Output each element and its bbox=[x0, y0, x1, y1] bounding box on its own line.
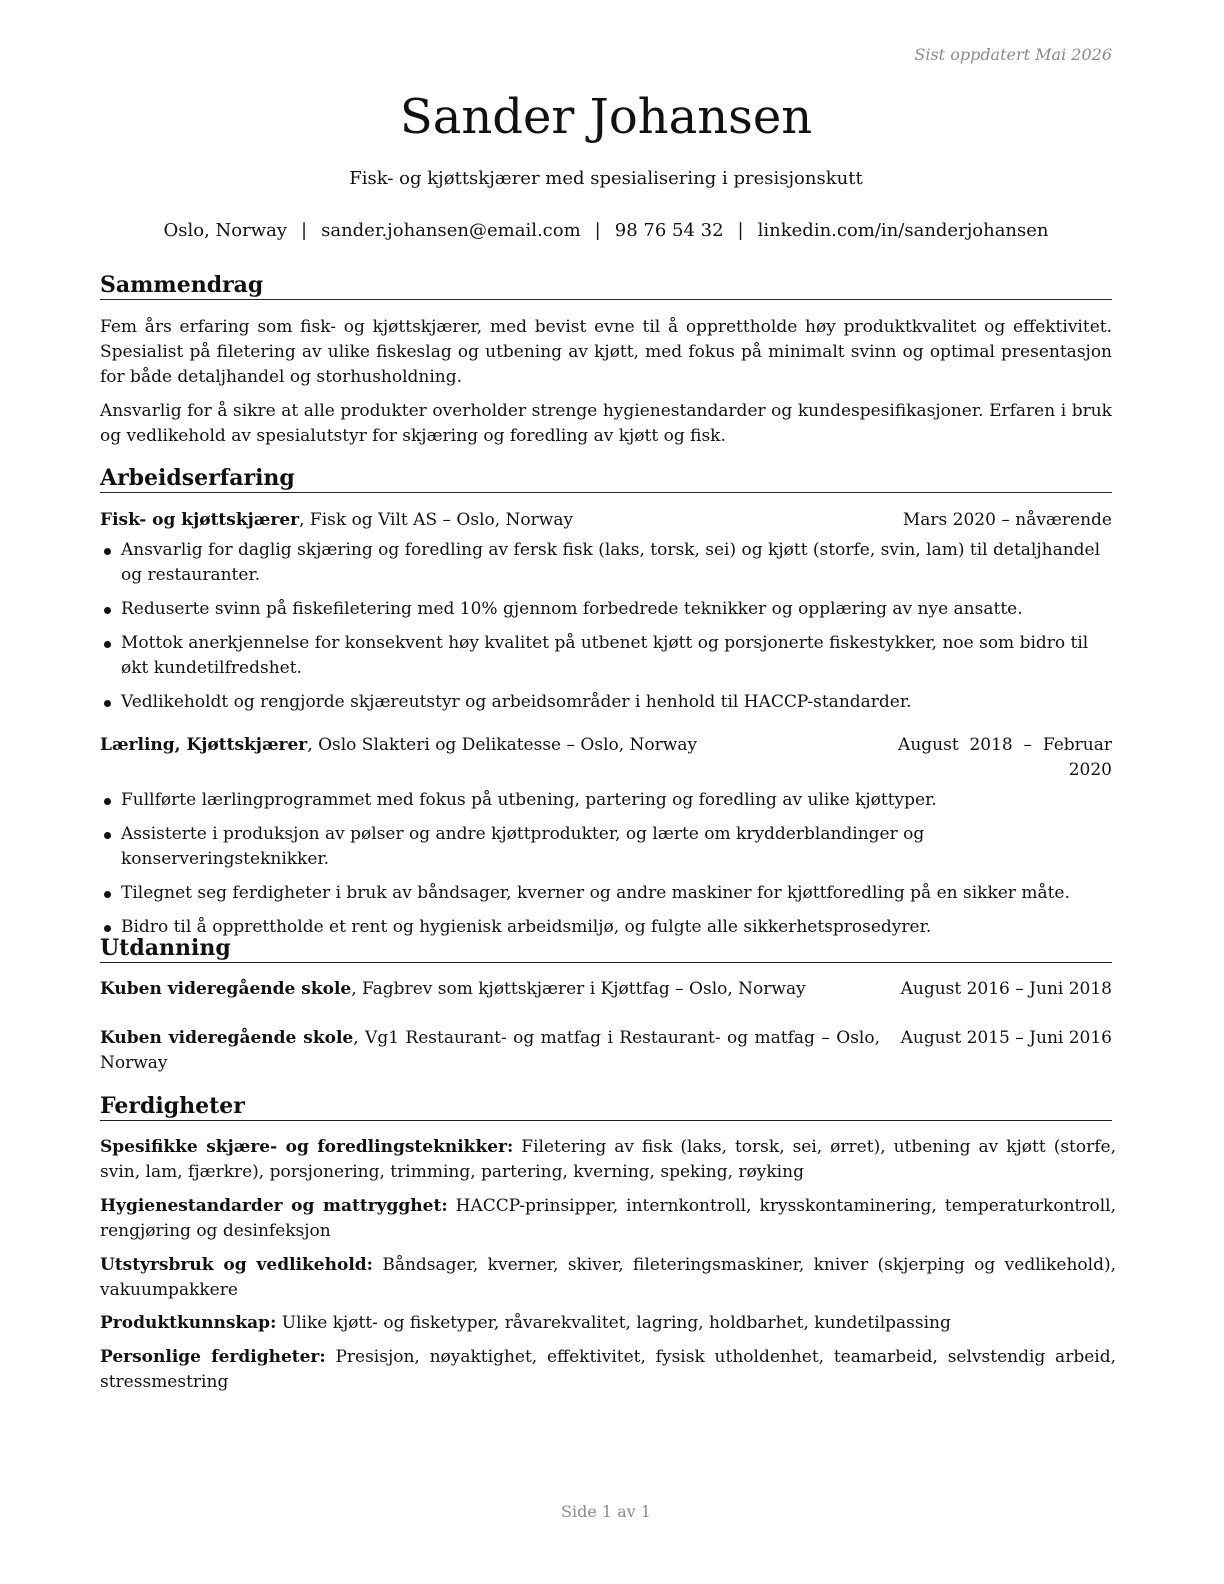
list-item: Mottok anerkjennelse for konsekvent høy kvalitet på utbenet kjøtt og porsjonerte fiskestykker, noe som bidro til økt kundetilfredshet. bbox=[100, 631, 1116, 681]
bullet-icon bbox=[104, 548, 111, 555]
bullet-icon bbox=[104, 607, 111, 614]
summary-paragraph: Ansvarlig for å sikre at alle produkter overholder strenge hygienestandarder og kundespesifikasjoner. Erfaren i bruk og vedlikehold av spesialutstyr for skjæring og foredling av kjøtt og fisk. bbox=[100, 401, 1112, 446]
bullet-icon bbox=[104, 832, 111, 839]
bullet-icon bbox=[104, 798, 111, 805]
section-heading-education: Utdanning bbox=[100, 935, 1112, 963]
job-role bbox=[100, 508, 573, 533]
skill-label: Hygienestandarder og mattrygghet: bbox=[100, 1196, 448, 1216]
headline: Fisk- og kjøttskjærer med spesialisering i presisjonskutt bbox=[349, 168, 863, 189]
summary-paragraph: Fem års erfaring som fisk- og kjøttskjærer, med bevist evne til å opprettholde høy produktkvalitet og effektivitet. Spesialist på filetering av ulike fiskeslag og utbening av kjøtt, med fokus på minimalt svinn og optimal presentasjon for både detaljhandel og storhusholdning. bbox=[100, 317, 1112, 387]
bullet-icon bbox=[104, 925, 111, 932]
job-title: Fisk- og kjøttskjærer bbox=[100, 510, 300, 530]
job-dates: Mars 2020 – nåværende bbox=[902, 510, 1112, 530]
candidate-name: Sander Johansen bbox=[399, 89, 813, 145]
education-detail: , Fagbrev som kjøttskjærer i Kjøttfag – Oslo, Norway bbox=[351, 979, 806, 999]
skill-label: Personlige ferdigheter: bbox=[100, 1347, 326, 1367]
job-title: Lærling, Kjøttskjærer bbox=[100, 735, 308, 755]
contact-phone: 98 76 54 32 bbox=[614, 220, 724, 241]
section-heading-experience: Arbeidserfaring bbox=[100, 465, 1112, 493]
bullet-icon bbox=[104, 700, 111, 707]
skill-text: HACCP-prinsipper, internkontroll, krysskontaminering, temperaturkontroll, rengjøring og desinfeksjon bbox=[100, 1196, 1116, 1241]
job-header bbox=[100, 733, 1112, 783]
skill-label: Spesifikke skjære- og foredlingsteknikker: bbox=[100, 1137, 514, 1157]
page-number: Side 1 av 1 bbox=[561, 1502, 651, 1521]
skill-item bbox=[100, 1345, 1116, 1395]
skill-text: Båndsager, kverner, skiver, fileteringsmaskiner, kniver (skjerping og vedlikehold), vakuumpakkere bbox=[100, 1255, 1116, 1300]
section-heading-summary: Sammendrag bbox=[100, 272, 1112, 300]
education-detail: , Vg1 Restaurant- og matfag i Restaurant- og matfag – Oslo, Norway bbox=[100, 1028, 880, 1073]
skill-label: Produktkunnskap: bbox=[100, 1313, 277, 1333]
list-item: Assisterte i produksjon av pølser og andre kjøttprodukter, og lærte om krydderblandinger og konserveringsteknikker. bbox=[100, 822, 1116, 872]
resume-page bbox=[100, 0, 1116, 1584]
contact-separator: | bbox=[594, 220, 601, 241]
job-bullets bbox=[100, 538, 1116, 724]
skill-item bbox=[100, 1253, 1116, 1303]
section-heading-skills: Ferdigheter bbox=[100, 1093, 1112, 1121]
last-updated-note: Sist oppdatert Mai 2026 bbox=[914, 45, 1112, 64]
education-dates: August 2016 – Juni 2018 bbox=[900, 979, 1112, 999]
contact-linkedin[interactable]: linkedin.com/in/sanderjohansen bbox=[757, 220, 1049, 241]
skill-label: Utstyrsbruk og vedlikehold: bbox=[100, 1255, 373, 1275]
education-entry bbox=[100, 1026, 1112, 1076]
education-entry bbox=[100, 977, 1112, 1002]
school-name: Kuben videregående skole bbox=[100, 1028, 354, 1048]
list-item: Fullførte lærlingprogrammet med fokus på utbening, partering og foredling av ulike kjøttyper. bbox=[100, 788, 1116, 813]
list-item: Vedlikeholdt og rengjorde skjæreutstyr og arbeidsområder i henhold til HACCP-standarder. bbox=[100, 690, 1116, 715]
skill-text: Ulike kjøtt- og fisketyper, råvarekvalitet, lagring, holdbarhet, kundetilpassing bbox=[276, 1313, 951, 1333]
job-bullets bbox=[100, 788, 1116, 949]
skill-text: Filetering av fisk (laks, torsk, sei, ørret), utbening av kjøtt (storfe, svin, lam, fjærkre), porsjonering, trimming, partering, kverning, speking, røyking bbox=[100, 1137, 1116, 1182]
skill-item bbox=[100, 1194, 1116, 1244]
bullet-icon bbox=[104, 641, 111, 648]
list-item: Bidro til å opprettholde et rent og hygienisk arbeidsmiljø, og fulgte alle sikkerhetsprosedyrer. bbox=[100, 915, 1116, 940]
skill-item bbox=[100, 1311, 1116, 1336]
job-role bbox=[100, 733, 697, 758]
contact-separator: | bbox=[301, 220, 308, 241]
list-item: Reduserte svinn på fiskefiletering med 10% gjennom forbedrede teknikker og opplæring av nye ansatte. bbox=[100, 597, 1116, 622]
job-employer: , Fisk og Vilt AS – Oslo, Norway bbox=[299, 510, 574, 530]
job-employer: , Oslo Slakteri og Delikatesse – Oslo, Norway bbox=[307, 735, 698, 755]
job-dates: August 2018 – Februar 2020 bbox=[898, 735, 1112, 780]
education-dates: August 2015 – Juni 2016 bbox=[900, 1028, 1112, 1048]
skill-text: Presisjon, nøyaktighet, effektivitet, fysisk utholdenhet, teamarbeid, selvstendig arbeid, stressmestring bbox=[100, 1347, 1116, 1392]
skill-item bbox=[100, 1135, 1116, 1185]
contact-location: Oslo, Norway bbox=[163, 220, 288, 241]
contact-separator: | bbox=[737, 220, 744, 241]
list-item: Ansvarlig for daglig skjæring og foredling av fersk fisk (laks, torsk, sei) og kjøtt (storfe, svin, lam) til detaljhandel og restauranter. bbox=[100, 538, 1116, 588]
job-header bbox=[100, 508, 1112, 533]
contact-line bbox=[100, 219, 1112, 243]
contact-email[interactable]: sander.johansen@email.com bbox=[321, 220, 581, 241]
list-item: Tilegnet seg ferdigheter i bruk av båndsager, kverner og andre maskiner for kjøttforedling på en sikker måte. bbox=[100, 881, 1116, 906]
school-name: Kuben videregående skole bbox=[100, 979, 352, 999]
bullet-icon bbox=[104, 891, 111, 898]
